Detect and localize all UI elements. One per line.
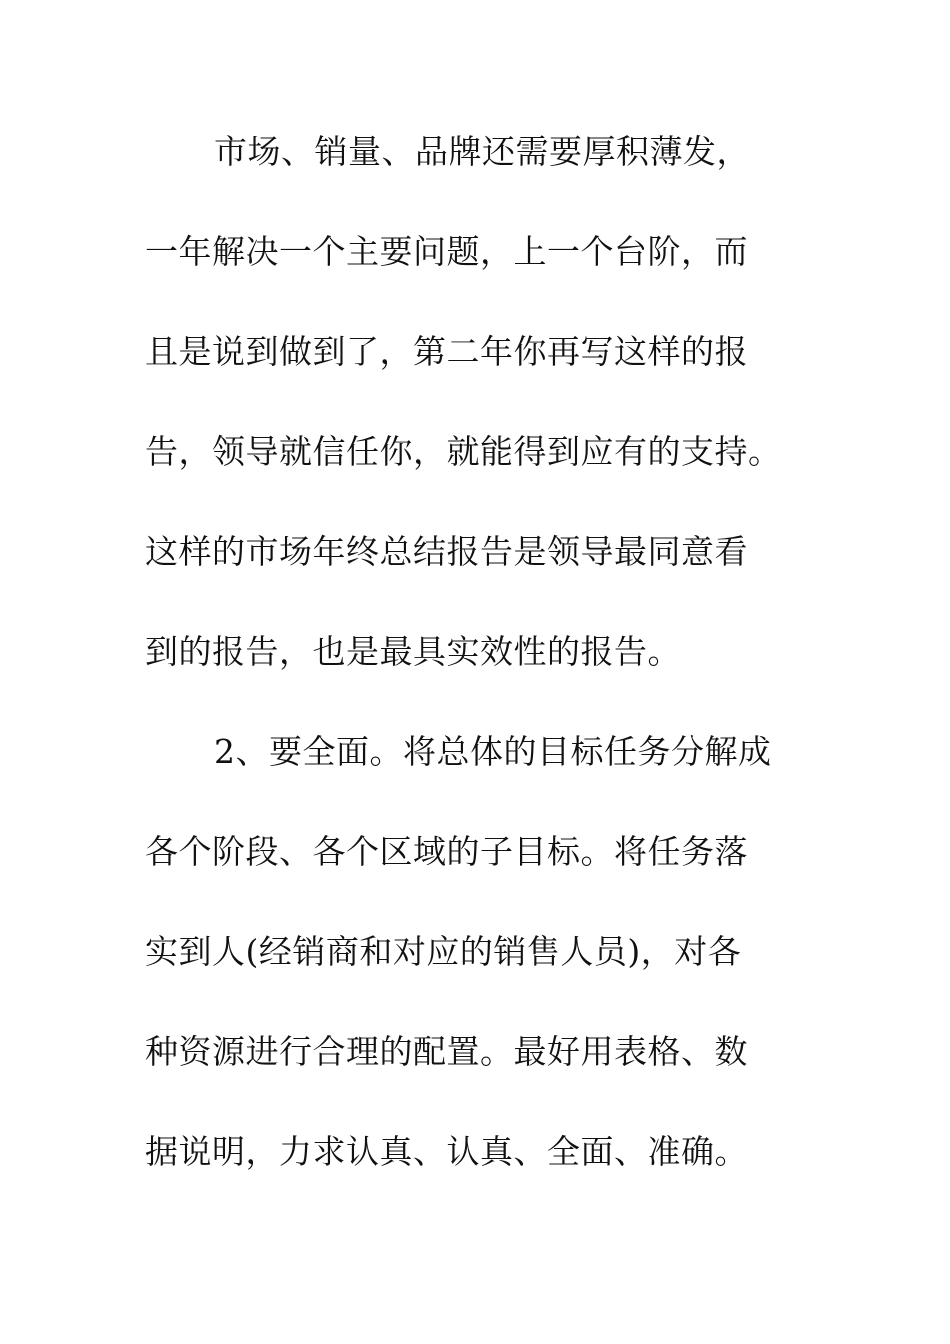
paragraph-line-9: 实到人(经销商和对应的销售人员)，对各 — [145, 932, 742, 971]
paragraph-line-5: 这样的市场年终总结报告是领导最同意看 — [145, 532, 748, 571]
paragraph-line-3: 且是说到做到了，第二年你再写这样的报 — [145, 332, 748, 371]
paragraph-line-6: 到的报告，也是最具实效性的报告。 — [145, 632, 681, 671]
paragraph-line-10: 种资源进行合理的配置。最好用表格、数 — [145, 1032, 748, 1071]
paragraph-line-2: 一年解决一个主要问题，上一个台阶，而 — [145, 232, 748, 271]
paragraph-line-1: 市场、销量、品牌还需要厚积薄发， — [214, 132, 750, 171]
paragraph-line-11: 据说明，力求认真、认真、全面、准确。 — [145, 1132, 748, 1171]
paragraph-line-7: 2、要全面。将总体的目标任务分解成 — [214, 732, 772, 771]
paragraph-line-8: 各个阶段、各个区域的子目标。将任务落 — [145, 832, 748, 871]
paragraph-line-4: 告，领导就信任你，就能得到应有的支持。 — [145, 432, 782, 471]
